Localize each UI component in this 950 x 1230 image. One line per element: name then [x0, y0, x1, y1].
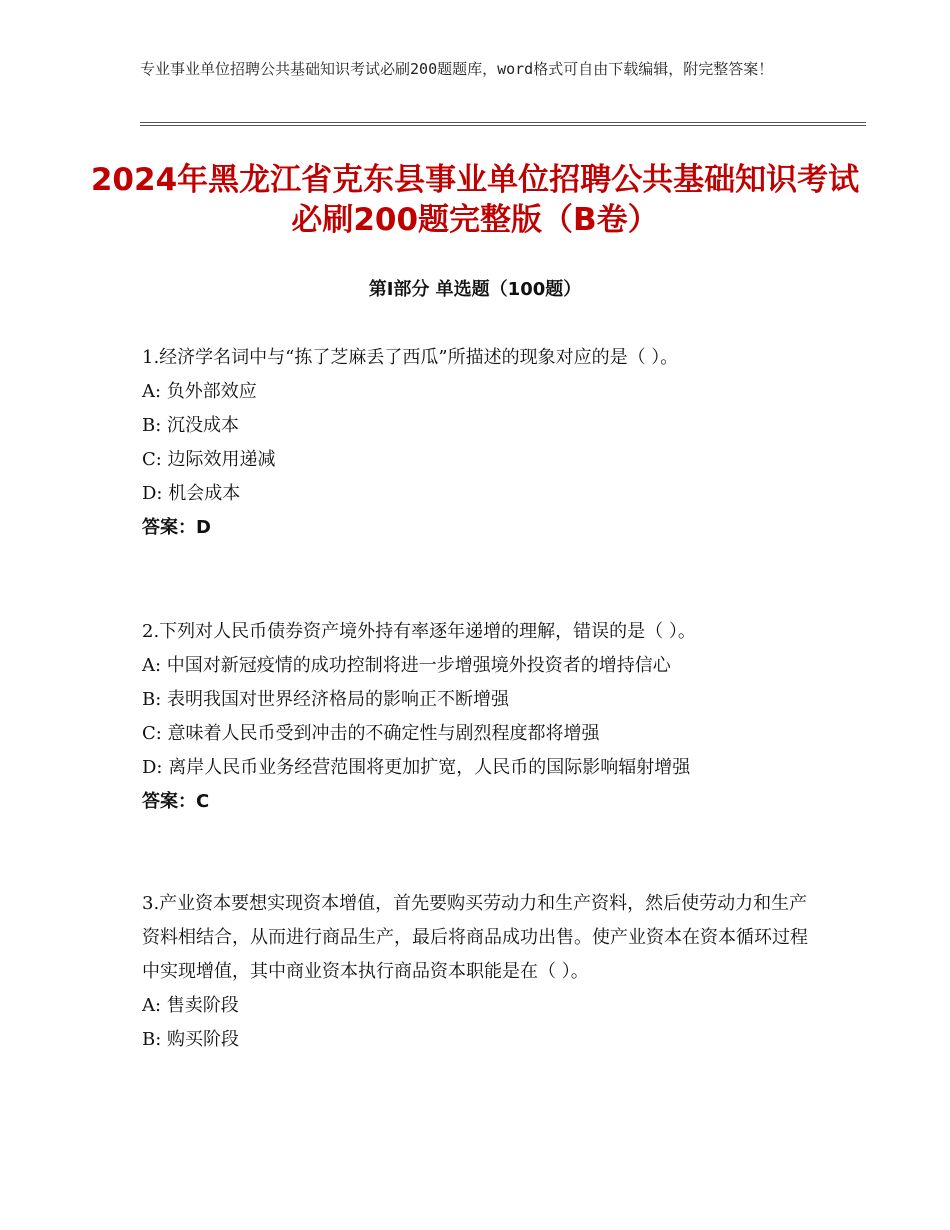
option-b: B: 沉没成本: [142, 415, 240, 436]
question-2: [142, 615, 812, 819]
option-d: D: 机会成本: [142, 483, 241, 504]
option-b: B: 表明我国对世界经济格局的影响正不断增强: [142, 689, 510, 710]
option-a: A: 中国对新冠疫情的成功控制将进一步增强境外投资者的增持信心: [142, 655, 671, 676]
answer: 答案：D: [142, 517, 211, 538]
document-title: 2024年黑龙江省克东县事业单位招聘公共基础知识考试必刷200题完整版（B卷）: [90, 162, 860, 238]
question-stem: 3.产业资本要想实现资本增值，首先要购买劳动力和生产资料，然后使劳动力和生产资料相结合，从而进行商品生产，最后将商品成功出售。使产业资本在资本循环过程中实现增值，其中商业资本执行商品资本职能是在（ ）。: [142, 893, 808, 982]
option-b: B: 购买阶段: [142, 1029, 240, 1050]
question-3: [142, 887, 812, 1057]
header-rule: [140, 122, 866, 123]
option-c: C: 边际效用递减: [142, 449, 276, 470]
header-rule-secondary: [140, 125, 866, 126]
option-a: A: 售卖阶段: [142, 995, 239, 1016]
question-stem: 2.下列对人民币债券资产境外持有率逐年递增的理解，错误的是（ ）。: [142, 621, 696, 642]
option-c: C: 意味着人民币受到冲击的不确定性与剧烈程度都将增强: [142, 723, 600, 744]
question-stem: 1.经济学名词中与“拣了芝麻丢了西瓜”所描述的现象对应的是（ ）。: [142, 347, 679, 368]
section-heading: 第Ⅰ部分 单选题（100题）: [368, 279, 582, 300]
header-note: 专业事业单位招聘公共基础知识考试必刷200题题库，word格式可自由下载编辑，附完整答案！: [140, 60, 774, 78]
answer: 答案：C: [142, 791, 210, 812]
option-a: A: 负外部效应: [142, 381, 257, 402]
question-1: [142, 341, 812, 545]
option-d: D: 离岸人民币业务经营范围将更加扩宽，人民币的国际影响辐射增强: [142, 757, 691, 778]
